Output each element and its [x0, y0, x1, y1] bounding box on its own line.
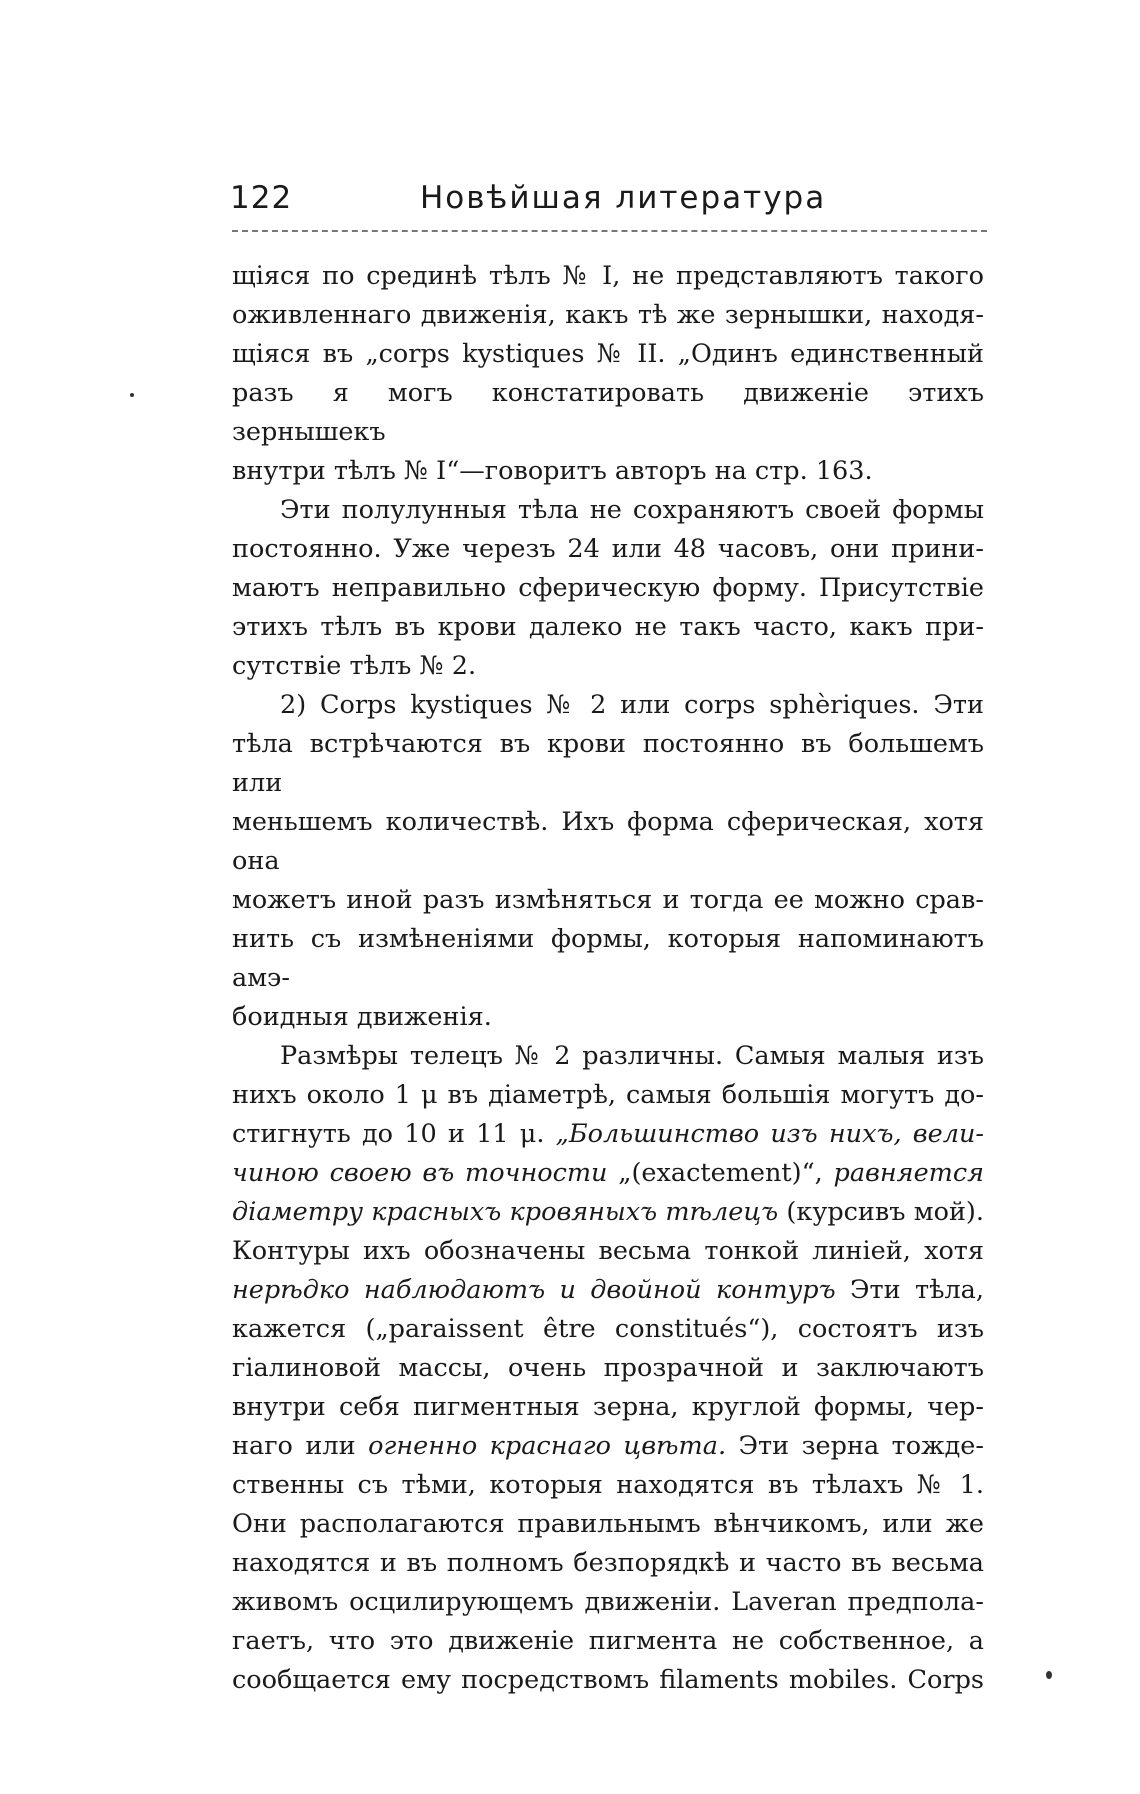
page-header: [230, 180, 990, 226]
text-line: щіяся по срединѣ тѣлъ № I, не представляютъ такого: [232, 261, 984, 291]
text-line: гаетъ, что это движеніе пигмента не собственное, а: [232, 1626, 984, 1656]
text-line: маютъ неправильно сферическую форму. Присутствіе: [232, 573, 984, 603]
text-line: сутствіе тѣлъ № 2.: [232, 651, 477, 681]
paragraph-start-line: Эти полулунныя тѣла не сохраняютъ своей формы: [280, 495, 984, 525]
text-line: живомъ осцилирующемъ движеніи. Laveran предпола-: [232, 1587, 984, 1617]
text-line: Контуры ихъ обозначены весьма тонкой линіей, хотя: [232, 1236, 984, 1266]
text-line: сообщается ему посредствомъ filaments mobiles. Corps: [232, 1665, 984, 1695]
scan-speck: [1046, 1671, 1052, 1679]
text-line: тѣла встрѣчаются въ крови постоянно въ большемъ или: [232, 729, 984, 798]
text-line: находятся и въ полномъ безпорядкѣ и часто въ весьма: [232, 1548, 984, 1578]
italic-quote: „Большинство изъ нихъ, вели-: [555, 1119, 984, 1149]
italic-quote: нерѣдко наблюдаютъ и двойной контуръ: [232, 1275, 836, 1305]
paragraph-start-line: Размѣры телецъ № 2 различны. Самыя малыя изъ: [280, 1041, 984, 1071]
text-line: кажется („paraissent être constitués“), состоятъ изъ: [232, 1314, 984, 1344]
text-line: внутри тѣлъ № I“—говоритъ авторъ на стр. 163.: [232, 456, 873, 486]
text-line: можетъ иной разъ измѣняться и тогда ее можно срав-: [232, 885, 984, 915]
page-number: 122: [230, 180, 293, 216]
running-title: Новѣйшая литература: [420, 180, 827, 216]
header-rule: [232, 230, 987, 232]
text-line: [232, 1193, 984, 1232]
body-text: [232, 257, 984, 1700]
text-run: „(exactement)“,: [607, 1158, 834, 1188]
text-line: постоянно. Уже черезъ 24 или 48 часовъ, они прини-: [232, 534, 984, 564]
text-line: [232, 1154, 984, 1193]
italic-quote: равняется: [833, 1158, 985, 1188]
paragraph-start-line: 2) Corps kystiques № 2 или corps sphèriques. Эти: [280, 690, 984, 720]
text-line: нихъ около 1 μ въ діаметрѣ, самыя большія могутъ до-: [232, 1080, 984, 1110]
text-line: ственны съ тѣми, которыя находятся въ тѣлахъ № 1.: [232, 1470, 984, 1500]
text-line: гіалиновой массы, очень прозрачной и заключаютъ: [232, 1353, 984, 1383]
italic-quote: огненно краснаго цвѣта.: [368, 1431, 727, 1461]
text-line: [232, 1427, 984, 1466]
text-run: Эти тѣла,: [835, 1275, 984, 1305]
text-line: оживленнаго движенія, какъ тѣ же зернышки, находя-: [232, 300, 984, 330]
italic-quote: чиною своею въ точности: [232, 1158, 608, 1188]
text-line: разъ я могъ констатировать движеніе этихъ зернышекъ: [232, 378, 984, 447]
italic-quote: діаметру красныхъ кровяныхъ тѣлецъ: [232, 1197, 779, 1227]
scan-speck: [130, 393, 134, 397]
text-line: [232, 1115, 984, 1154]
text-line: щіяся въ „corps kystiques № II. „Одинъ единственный: [232, 339, 984, 369]
text-line: боидныя движенія.: [232, 1002, 492, 1032]
text-line: Они располагаются правильнымъ вѣнчикомъ, или же: [232, 1509, 984, 1539]
text-line: [232, 1271, 984, 1310]
text-line: этихъ тѣлъ въ крови далеко не такъ часто, какъ при-: [232, 612, 984, 642]
text-run: (курсивъ мой).: [778, 1197, 984, 1227]
text-run: стигнуть до 10 и 11 μ.: [232, 1119, 556, 1149]
text-run: Эти зерна тожде-: [726, 1431, 984, 1461]
text-run: наго или: [232, 1431, 369, 1461]
text-line: нить съ измѣненіями формы, которыя напоминаютъ амэ-: [232, 924, 984, 993]
text-line: внутри себя пигментныя зерна, круглой формы, чер-: [232, 1392, 984, 1422]
text-line: меньшемъ количествѣ. Ихъ форма сферическая, хотя она: [232, 807, 984, 876]
